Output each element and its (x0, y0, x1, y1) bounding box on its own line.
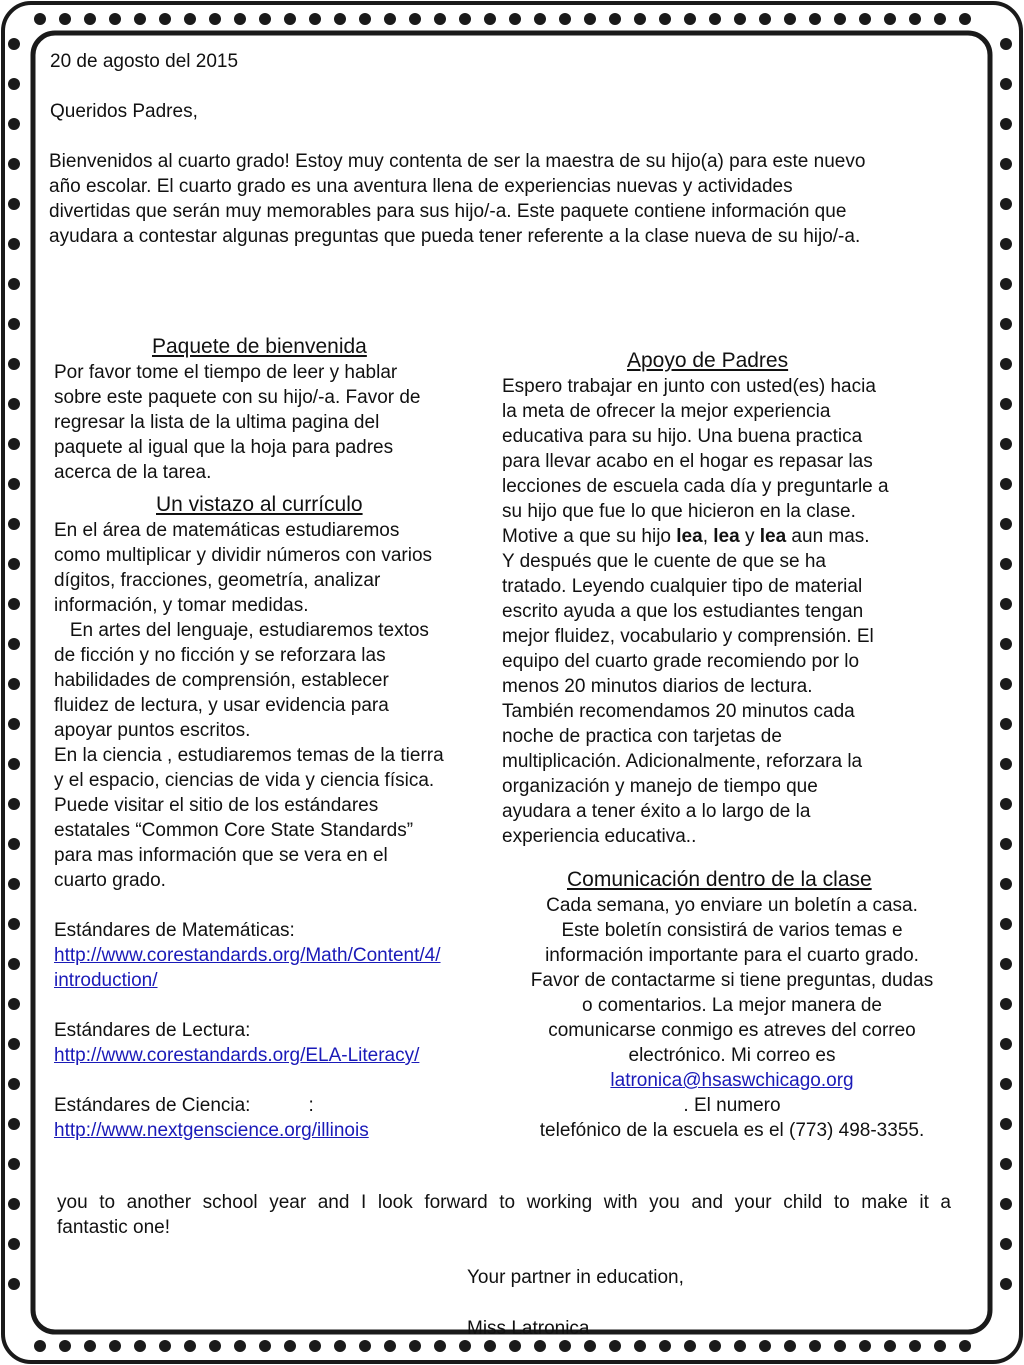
border-dot (559, 1340, 571, 1352)
communication-line: Este boletín consistirá de varios temas e (561, 920, 903, 941)
border-dot (159, 1340, 171, 1352)
intro-line: año escolar. El cuarto grado es una aventura llena de experiencias nuevas y actividades (49, 176, 793, 197)
border-dot (284, 13, 296, 25)
border-dot (8, 678, 20, 690)
border-dot (8, 1198, 20, 1210)
border-dot (334, 1340, 346, 1352)
border-dot (1000, 678, 1012, 690)
border-dot (1000, 358, 1012, 370)
curriculum-line: para mas información que se vera en el (54, 845, 388, 866)
border-dot (184, 13, 196, 25)
support-line: menos 20 minutos diarios de lectura. (502, 676, 813, 697)
support-and: y (739, 526, 760, 547)
border-dot (34, 1340, 46, 1352)
border-dot (434, 1340, 446, 1352)
closing-text (57, 1190, 951, 1240)
border-dot (759, 13, 771, 25)
support-line: experiencia educativa.. (502, 826, 697, 847)
curriculum-line: apoyar puntos escritos. (54, 720, 251, 741)
support-line: su hijo que fue lo que hicieron en la clase. (502, 501, 856, 522)
support-comma: , (702, 526, 714, 547)
border-dot (909, 1340, 921, 1352)
support-line: equipo del cuarto grade recomiendo por lo (502, 651, 860, 672)
border-dot (1000, 158, 1012, 170)
border-dot (634, 1340, 646, 1352)
border-dot (1000, 1198, 1012, 1210)
border-dot (8, 158, 20, 170)
curriculum-line: En la ciencia , estudiaremos temas de la tierra (54, 745, 444, 766)
border-dot (734, 1340, 746, 1352)
support-line: ayudara a tener éxito a lo largo de la (502, 801, 811, 822)
border-dot (8, 478, 20, 490)
intro-line: ayudara a contestar algunas preguntas que pueda tener referente a la clase nueva de su hijo/-a. (49, 226, 861, 247)
letter-date: 20 de agosto del 2015 (50, 51, 239, 72)
border-dot (359, 1340, 371, 1352)
communication-line: o comentarios. La mejor manera de (582, 995, 882, 1016)
curriculum-line: Puede visitar el sitio de los estándares (54, 795, 379, 816)
border-dot (309, 1340, 321, 1352)
border-dot (784, 13, 796, 25)
border-dot (8, 878, 20, 890)
border-dot (609, 13, 621, 25)
communication-line: información importante para el cuarto grado. (545, 945, 919, 966)
border-dot (1000, 318, 1012, 330)
intro-line: divertidas que serán muy memorables para sus hijo/-a. Este paquete contiene información que (49, 201, 847, 222)
teacher-name: Miss Latronica (467, 1318, 590, 1339)
border-dot (809, 1340, 821, 1352)
border-dot (8, 438, 20, 450)
math-standards-link[interactable]: http://www.corestandards.org/Math/Content/4/ (54, 945, 441, 966)
teacher-email-link[interactable]: latronica@hsaswchicago.org (610, 1070, 854, 1091)
intro-line: Bienvenidos al cuarto grado! Estoy muy contenta de ser la maestra de su hijo(a) para este nuevo (49, 151, 866, 172)
border-dot (8, 238, 20, 250)
border-dot (259, 13, 271, 25)
support-read-line (502, 524, 889, 549)
welcome-line: acerca de la tarea. (54, 462, 212, 483)
border-dot (84, 13, 96, 25)
border-dot (8, 598, 20, 610)
border-dot (284, 1340, 296, 1352)
border-dot (234, 13, 246, 25)
communication-heading: Comunicación dentro de la clase (567, 868, 872, 891)
welcome-line: paquete al igual que la hoja para padres (54, 437, 394, 458)
border-dot (384, 1340, 396, 1352)
border-dot (34, 13, 46, 25)
welcome-line: regresar la lista de la ultima pagina del (54, 412, 380, 433)
math-standards-label: Estándares de Matemáticas: (54, 920, 295, 941)
email-suffix: . El numero (683, 1095, 781, 1116)
border-dot (334, 13, 346, 25)
border-dot (8, 1078, 20, 1090)
border-dot (409, 1340, 421, 1352)
border-dot (8, 118, 20, 130)
border-dot (8, 758, 20, 770)
border-dot (59, 13, 71, 25)
border-dot (584, 13, 596, 25)
border-dot (1000, 758, 1012, 770)
science-standards-link[interactable]: http://www.nextgenscience.org/illinois (54, 1120, 369, 1141)
curriculum-line: de ficción y no ficción y se reforzara las (54, 645, 386, 666)
border-dot (8, 358, 20, 370)
border-dot (8, 1278, 20, 1290)
support-line: lecciones de escuela cada día y preguntarle a (502, 476, 889, 497)
border-dot (484, 13, 496, 25)
border-dot (8, 318, 20, 330)
border-dot (8, 78, 20, 90)
math-standards-link-continued[interactable]: introduction/ (54, 970, 158, 991)
support-line: escrito ayuda a que los estudiantes tengan (502, 601, 864, 622)
support-line: multiplicación. Adicionalmente, reforzara la (502, 751, 863, 772)
curriculum-heading: Un vistazo al currículo (156, 493, 363, 516)
read-word-3: lea (759, 526, 787, 547)
parent-support-text (502, 374, 889, 849)
closing-line: you to another school year and I look forward to working with you and your child to make it a (57, 1192, 951, 1213)
border-dot (609, 1340, 621, 1352)
border-dot (1000, 998, 1012, 1010)
border-dot (509, 1340, 521, 1352)
reading-standards-label: Estándares de Lectura: (54, 1020, 251, 1041)
support-line: educativa para su hijo. Una buena practica (502, 426, 863, 447)
math-standards-link-block (54, 943, 441, 993)
welcome-line: sobre este paquete con su hijo/-a. Favor de (54, 387, 421, 408)
border-dot (684, 1340, 696, 1352)
border-dot (1000, 798, 1012, 810)
curriculum-line: fluidez de lectura, y usar evidencia para (54, 695, 389, 716)
support-read-suffix: aun mas. (786, 526, 870, 547)
curriculum-line: estatales “Common Core State Standards” (54, 820, 414, 841)
border-dot (459, 13, 471, 25)
support-line: organización y manejo de tiempo que (502, 776, 818, 797)
border-dot (8, 1038, 20, 1050)
border-dot (359, 13, 371, 25)
border-dot (809, 13, 821, 25)
border-dot (634, 13, 646, 25)
parent-support-heading: Apoyo de Padres (627, 349, 789, 372)
welcome-packet-heading: Paquete de bienvenida (152, 335, 367, 358)
border-dot (59, 1340, 71, 1352)
border-dot (8, 558, 20, 570)
curriculum-line: como multiplicar y dividir números con varios (54, 545, 433, 566)
border-dot (234, 1340, 246, 1352)
border-dot (8, 1238, 20, 1250)
border-dot (8, 1118, 20, 1130)
curriculum-line: información, y tomar medidas. (54, 595, 309, 616)
reading-standards-link[interactable]: http://www.corestandards.org/ELA-Literacy/ (54, 1045, 420, 1066)
border-dot (509, 13, 521, 25)
border-dot (309, 13, 321, 25)
support-line: para llevar acabo en el hogar es repasar las (502, 451, 873, 472)
border-dot (1000, 78, 1012, 90)
border-dot (134, 1340, 146, 1352)
border-dot (659, 1340, 671, 1352)
border-dot (734, 13, 746, 25)
border-dot (884, 13, 896, 25)
border-dot (1000, 1238, 1012, 1250)
border-dot (184, 1340, 196, 1352)
border-dot (1000, 1118, 1012, 1130)
closing-signoff: Your partner in education, (467, 1267, 684, 1288)
border-dot (1000, 1078, 1012, 1090)
border-dot (934, 1340, 946, 1352)
border-dot (709, 13, 721, 25)
border-dot (934, 13, 946, 25)
border-dot (534, 1340, 546, 1352)
border-dot (1000, 558, 1012, 570)
border-dot (1000, 718, 1012, 730)
support-line: tratado. Leyendo cualquier tipo de material (502, 576, 863, 597)
border-dot (8, 518, 20, 530)
border-dot (584, 1340, 596, 1352)
communication-text (500, 893, 964, 1143)
letter-intro (49, 149, 865, 249)
curriculum-line: En artes del lenguaje, estudiaremos textos (54, 620, 429, 641)
border-dot (8, 958, 20, 970)
border-dot (534, 13, 546, 25)
support-line: También recomendamos 20 minutos cada (502, 701, 855, 722)
border-dot (1000, 958, 1012, 970)
read-word-2: lea (713, 526, 740, 547)
border-dot (1000, 278, 1012, 290)
border-dot (209, 13, 221, 25)
border-dot (1000, 838, 1012, 850)
border-dot (8, 798, 20, 810)
border-dot (1000, 598, 1012, 610)
border-dot (1000, 1278, 1012, 1290)
support-line: Y después que le cuente de que se ha (502, 551, 826, 572)
support-read-prefix: Motive a que su hijo (502, 526, 677, 547)
border-dot (8, 838, 20, 850)
border-dot (1000, 238, 1012, 250)
border-dot (109, 13, 121, 25)
border-dot (1000, 398, 1012, 410)
border-dot (1000, 918, 1012, 930)
border-dot (884, 1340, 896, 1352)
border-dot (8, 198, 20, 210)
welcome-line: Por favor tome el tiempo de leer y hablar (54, 362, 398, 383)
support-line: mejor fluidez, vocabulario y comprensión. El (502, 626, 874, 647)
border-dot (384, 13, 396, 25)
border-dot (109, 1340, 121, 1352)
welcome-packet-text (54, 360, 421, 485)
border-dot (909, 13, 921, 25)
curriculum-line: dígitos, fracciones, geometría, analizar (54, 570, 381, 591)
border-dot (434, 13, 446, 25)
border-dot (1000, 438, 1012, 450)
border-dot (1000, 118, 1012, 130)
curriculum-line: y el espacio, ciencias de vida y ciencia física. (54, 770, 435, 791)
read-word-1: lea (676, 526, 703, 547)
support-line: noche de practica con tarjetas de (502, 726, 782, 747)
communication-line: comunicarse conmigo es atreves del correo (548, 1020, 916, 1041)
phone-line: telefónico de la escuela es el (773) 498-3355. (539, 1120, 925, 1141)
border-dot (1000, 878, 1012, 890)
support-line: la meta de ofrecer la mejor experiencia (502, 401, 831, 422)
border-dot (859, 13, 871, 25)
border-dot (134, 13, 146, 25)
border-dot (834, 13, 846, 25)
communication-line: electrónico. Mi correo es (628, 1045, 836, 1066)
border-dot (8, 278, 20, 290)
border-dot (409, 13, 421, 25)
border-dot (959, 1340, 971, 1352)
communication-line: Cada semana, yo enviare un boletín a casa. (546, 895, 918, 916)
closing-line: fantastic one! (57, 1217, 171, 1238)
border-dot (8, 998, 20, 1010)
support-line: Espero trabajar en junto con usted(es) hacia (502, 376, 876, 397)
border-dot (484, 1340, 496, 1352)
border-dot (859, 1340, 871, 1352)
border-dot (459, 1340, 471, 1352)
border-dot (84, 1340, 96, 1352)
border-dot (1000, 518, 1012, 530)
border-dot (8, 398, 20, 410)
curriculum-text (54, 518, 444, 893)
border-dot (8, 918, 20, 930)
curriculum-line: cuarto grado. (54, 870, 166, 891)
curriculum-line: En el área de matemáticas estudiaremos (54, 520, 400, 541)
border-dot (559, 13, 571, 25)
border-dot (1000, 1038, 1012, 1050)
border-dot (1000, 638, 1012, 650)
border-dot (8, 638, 20, 650)
border-dot (684, 13, 696, 25)
border-dot (1000, 478, 1012, 490)
border-dot (709, 1340, 721, 1352)
border-dot (8, 1158, 20, 1170)
border-dot (8, 38, 20, 50)
border-dot (1000, 38, 1012, 50)
border-dot (259, 1340, 271, 1352)
border-dot (1000, 1158, 1012, 1170)
border-dot (209, 1340, 221, 1352)
border-dot (759, 1340, 771, 1352)
border-dot (784, 1340, 796, 1352)
letter-greeting: Queridos Padres, (50, 101, 198, 122)
border-dot (159, 13, 171, 25)
email-line (500, 1068, 964, 1118)
science-standards-label: Estándares de Ciencia: : (54, 1095, 314, 1116)
border-dot (834, 1340, 846, 1352)
communication-line: Favor de contactarme si tiene preguntas, dudas (530, 970, 934, 991)
border-dot (8, 718, 20, 730)
border-dot (1000, 198, 1012, 210)
border-dot (959, 13, 971, 25)
border-dot (659, 13, 671, 25)
curriculum-line: habilidades de comprensión, establecer (54, 670, 389, 691)
